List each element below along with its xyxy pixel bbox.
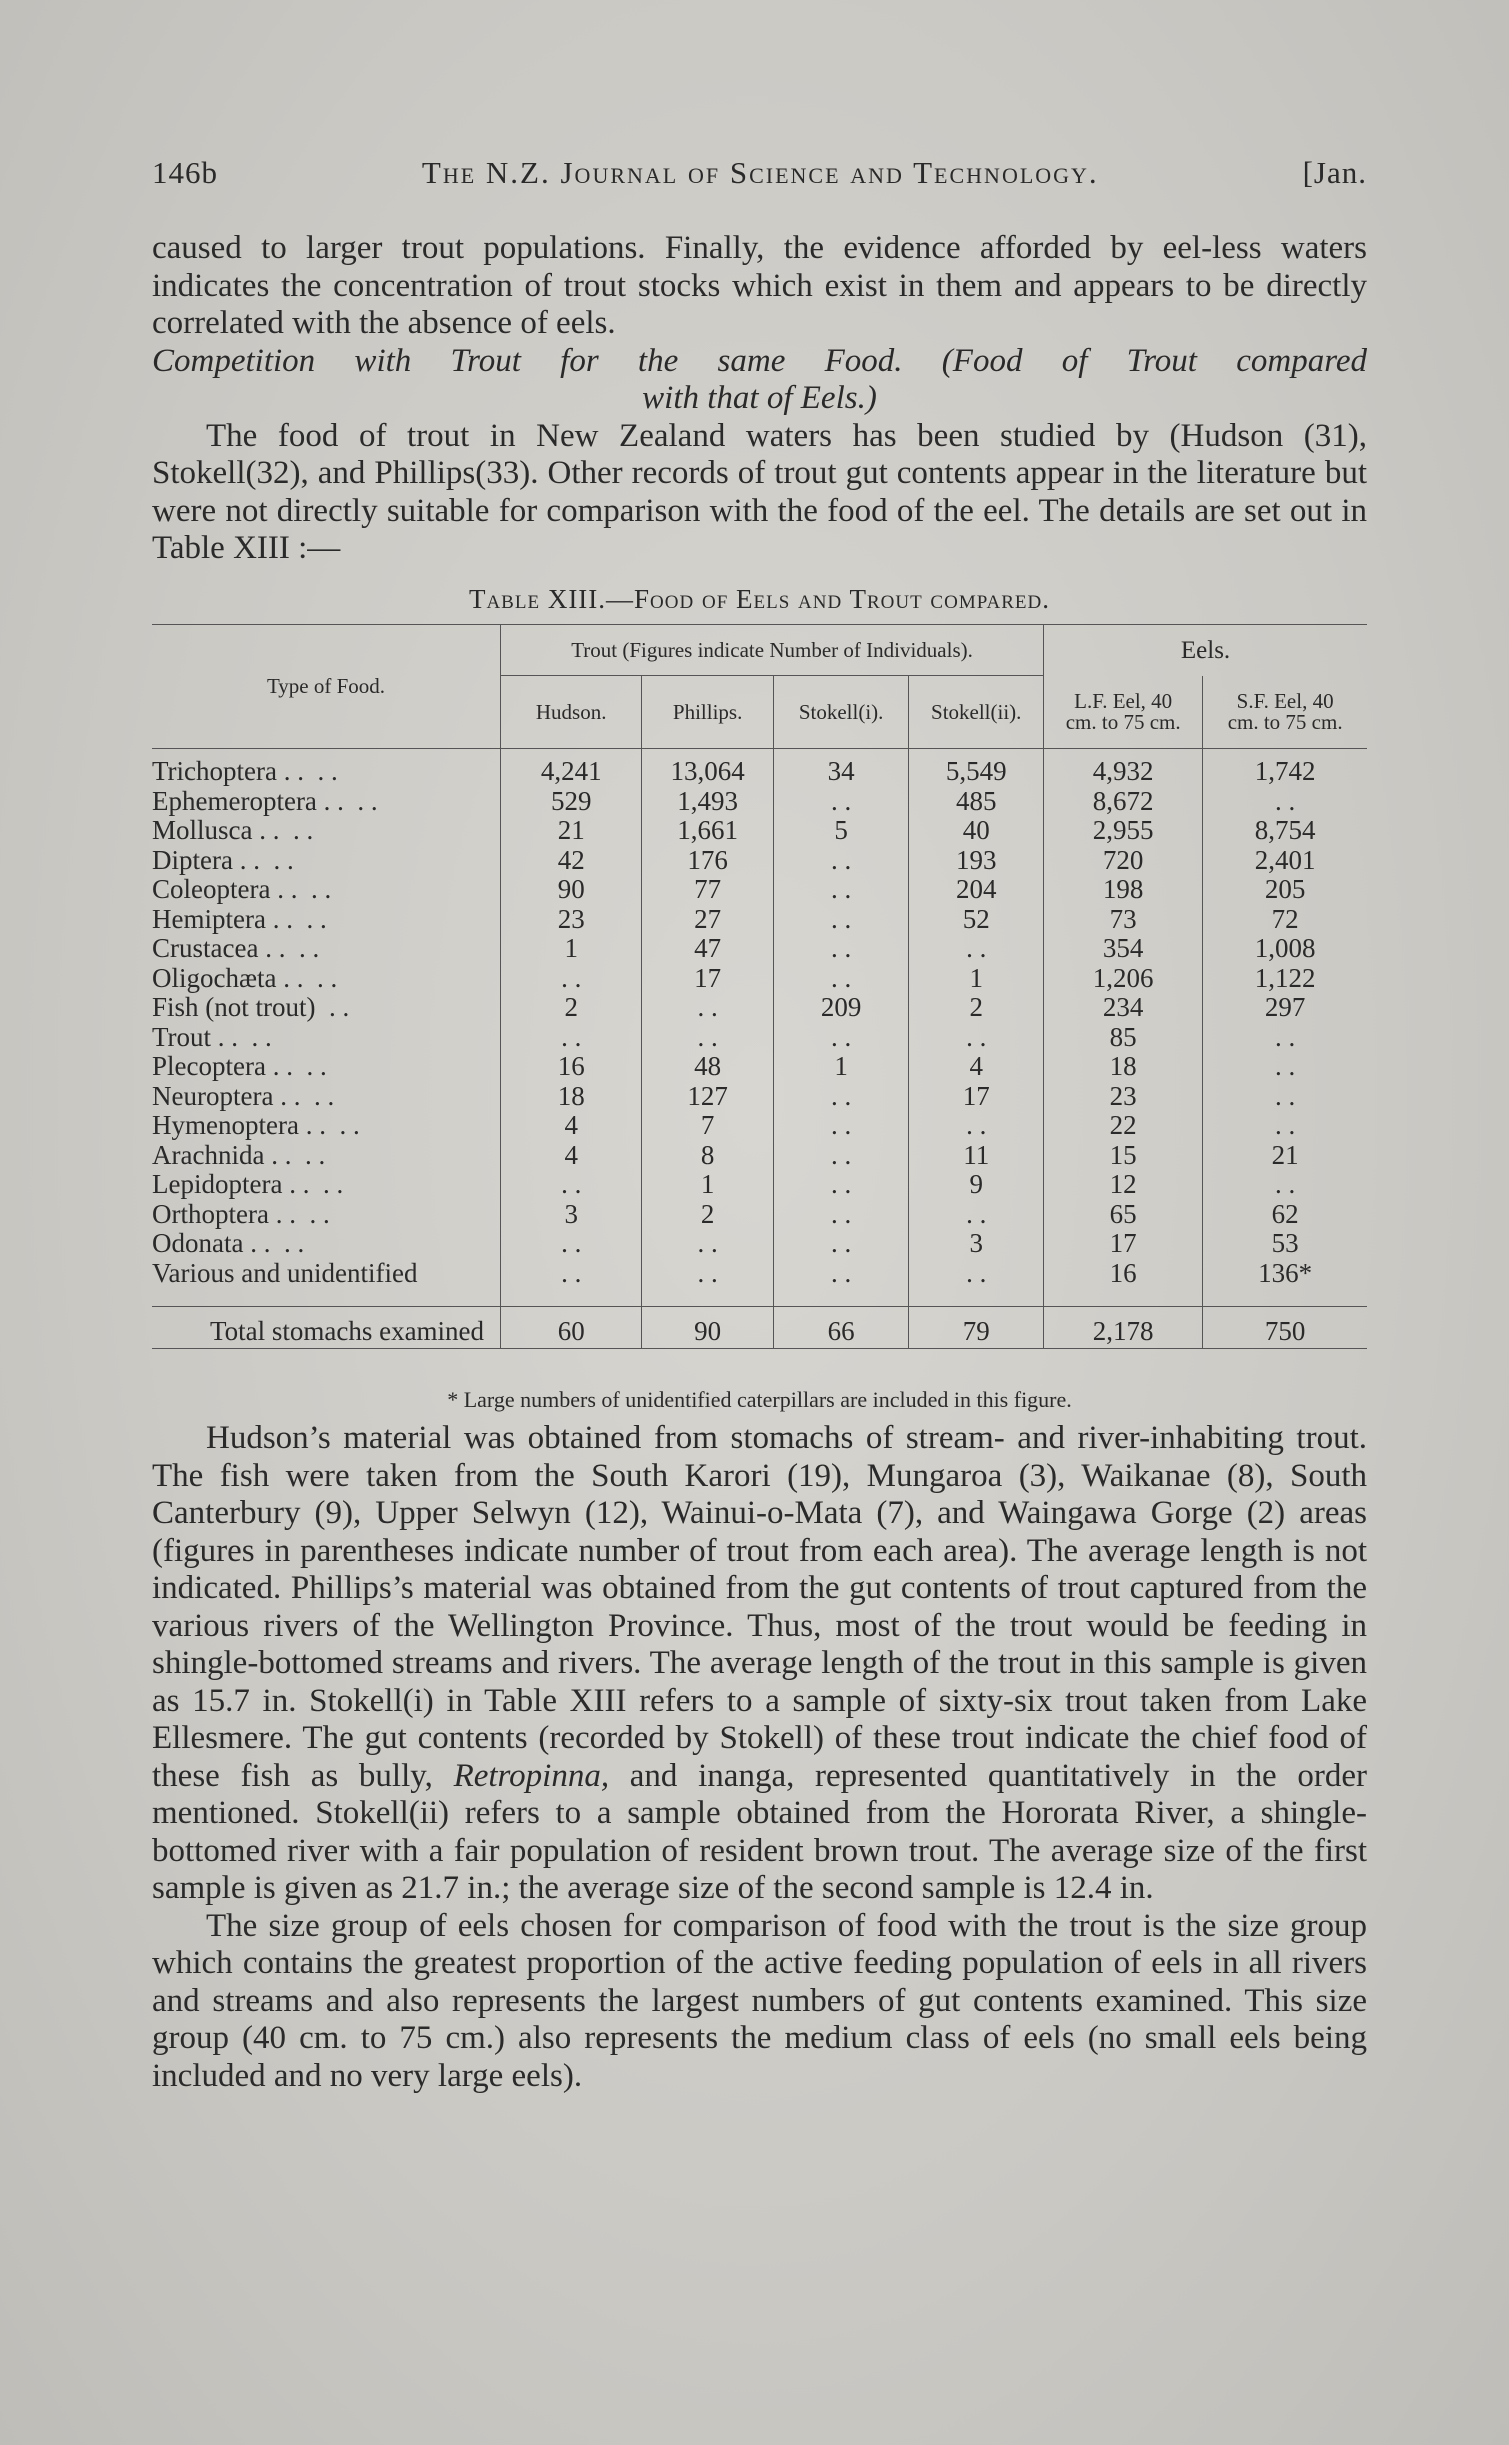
col-type-header: Type of Food. bbox=[266, 674, 386, 698]
food-type-cell bbox=[152, 1082, 501, 1112]
spacer-cell bbox=[909, 1288, 1044, 1307]
value-cell: . . bbox=[909, 934, 1044, 964]
value-cell: 3 bbox=[909, 1229, 1044, 1259]
value-cell: . . bbox=[773, 1229, 909, 1259]
col-phillips: Phillips. bbox=[642, 676, 773, 749]
col-stokell-ii: Stokell(ii). bbox=[909, 676, 1044, 749]
value-cell: 40 bbox=[909, 816, 1044, 846]
paragraph-3-end: and inanga, represented quantitatively in the order mentioned. Stokell(ii) refers to a sample obtained from the Hororata River, a shingle-bottomed river with a fair population of resident brown trout. The average size of the first sample is given as 21.7 in.; the average size of the second sample is 12.4 in. bbox=[152, 1757, 1367, 1906]
table-row bbox=[152, 1082, 1367, 1112]
dot-leader: . . . . bbox=[273, 1080, 335, 1111]
value-cell: . . bbox=[773, 1200, 909, 1230]
value-cell: . . bbox=[642, 1229, 773, 1259]
total-phillips: 90 bbox=[642, 1307, 773, 1349]
food-type-name: Various and unidentified bbox=[152, 1257, 418, 1288]
value-cell: . . bbox=[501, 1023, 642, 1053]
value-cell: 47 bbox=[642, 934, 773, 964]
table-body bbox=[152, 749, 1367, 1307]
value-cell: 2,401 bbox=[1203, 846, 1367, 876]
value-cell: 193 bbox=[909, 846, 1044, 876]
value-cell: 17 bbox=[909, 1082, 1044, 1112]
value-cell: 62 bbox=[1203, 1200, 1367, 1230]
value-cell: 1,206 bbox=[1044, 964, 1203, 994]
value-cell: 18 bbox=[501, 1082, 642, 1112]
total-lf-eel: 2,178 bbox=[1044, 1307, 1203, 1349]
section-heading-line2: with that of Eels.) bbox=[642, 380, 877, 416]
value-cell: 2 bbox=[642, 1200, 773, 1230]
food-type-cell bbox=[152, 1052, 501, 1082]
value-cell: 5 bbox=[773, 816, 909, 846]
food-type-cell bbox=[152, 1023, 501, 1053]
value-cell: . . bbox=[1203, 1170, 1367, 1200]
value-cell: 11 bbox=[909, 1141, 1044, 1171]
food-type-cell bbox=[152, 749, 501, 787]
value-cell: 18 bbox=[1044, 1052, 1203, 1082]
value-cell: 72 bbox=[1203, 905, 1367, 935]
table-row bbox=[152, 1141, 1367, 1171]
value-cell: 205 bbox=[1203, 875, 1367, 905]
value-cell: 198 bbox=[1044, 875, 1203, 905]
value-cell: 1,661 bbox=[642, 816, 773, 846]
value-cell: 8,672 bbox=[1044, 787, 1203, 817]
spacer-cell bbox=[773, 1288, 909, 1307]
value-cell: 7 bbox=[642, 1111, 773, 1141]
value-cell: . . bbox=[773, 1141, 909, 1171]
value-cell: 1 bbox=[501, 934, 642, 964]
dot-leader: . . . . bbox=[316, 785, 378, 816]
dot-leader: . . . . bbox=[276, 962, 338, 993]
value-cell: 1,122 bbox=[1203, 964, 1367, 994]
dot-leader: . . . . bbox=[270, 874, 332, 904]
food-table bbox=[152, 624, 1367, 1349]
value-cell: 1,008 bbox=[1203, 934, 1367, 964]
value-cell: 1 bbox=[642, 1170, 773, 1200]
intro-paragraph: caused to larger trout populations. Finally, the evidence afforded by eel-less waters indicates the concentration of trout stocks which exist in them and appears to be directly correlated with the absence of eels. bbox=[152, 230, 1367, 341]
food-type-name: Neuroptera bbox=[152, 1080, 274, 1111]
food-type-name: Lepidoptera bbox=[152, 1169, 283, 1199]
dot-leader: . . . . bbox=[265, 1051, 327, 1081]
value-cell: . . bbox=[501, 1259, 642, 1289]
value-cell: . . bbox=[1203, 1052, 1367, 1082]
value-cell: 21 bbox=[1203, 1141, 1367, 1171]
value-cell: . . bbox=[773, 875, 909, 905]
food-type-cell bbox=[152, 875, 501, 905]
table-row bbox=[152, 1111, 1367, 1141]
value-cell: . . bbox=[909, 1023, 1044, 1053]
food-type-name: Diptera bbox=[152, 844, 233, 875]
value-cell: 21 bbox=[501, 816, 642, 846]
food-type-name: Orthoptera bbox=[152, 1198, 269, 1229]
eels-group-header: Eels. bbox=[1044, 625, 1367, 676]
food-type-name: Fish (not trout) bbox=[152, 992, 316, 1022]
value-cell: 1,742 bbox=[1203, 749, 1367, 787]
food-type-name: Odonata bbox=[152, 1228, 244, 1258]
food-type-name: Trichoptera bbox=[152, 756, 277, 786]
value-cell: . . bbox=[501, 1170, 642, 1200]
spacer-cell bbox=[501, 1288, 642, 1307]
value-cell: 1 bbox=[773, 1052, 909, 1082]
food-type-name: Plecoptera bbox=[152, 1051, 266, 1081]
value-cell: 234 bbox=[1044, 993, 1203, 1023]
value-cell: 8,754 bbox=[1203, 816, 1367, 846]
retropinna-term: Retropinna, bbox=[453, 1757, 610, 1794]
food-type-cell bbox=[152, 934, 501, 964]
value-cell: 52 bbox=[909, 905, 1044, 935]
food-type-cell bbox=[152, 1141, 501, 1171]
value-cell: . . bbox=[773, 1259, 909, 1289]
value-cell: . . bbox=[773, 1111, 909, 1141]
spacer-cell bbox=[1044, 1288, 1203, 1307]
food-type-cell bbox=[152, 1200, 501, 1230]
value-cell: 204 bbox=[909, 875, 1044, 905]
food-type-name: Arachnida bbox=[152, 1139, 265, 1170]
value-cell: 5,549 bbox=[909, 749, 1044, 787]
value-cell: 136* bbox=[1203, 1259, 1367, 1289]
value-cell: 53 bbox=[1203, 1229, 1367, 1259]
food-type-name: Coleoptera bbox=[152, 874, 271, 904]
value-cell: 176 bbox=[642, 846, 773, 876]
value-cell: 90 bbox=[501, 875, 642, 905]
total-stokell-i: 66 bbox=[773, 1307, 909, 1349]
table-row bbox=[152, 1052, 1367, 1082]
value-cell: 1,493 bbox=[642, 787, 773, 817]
value-cell: . . bbox=[773, 964, 909, 994]
food-type-cell bbox=[152, 787, 501, 817]
food-type-cell bbox=[152, 905, 501, 935]
spacer-cell bbox=[1203, 1288, 1367, 1307]
table-row bbox=[152, 964, 1367, 994]
value-cell: . . bbox=[909, 1259, 1044, 1289]
dot-leader: . . . . bbox=[232, 844, 294, 875]
dot-leader: . . . . bbox=[282, 1169, 344, 1199]
value-cell: . . bbox=[501, 964, 642, 994]
table-row bbox=[152, 1259, 1367, 1289]
food-type-cell bbox=[152, 816, 501, 846]
food-type-cell bbox=[152, 993, 501, 1023]
value-cell: . . bbox=[773, 1082, 909, 1112]
value-cell: . . bbox=[773, 1023, 909, 1053]
value-cell: 4,241 bbox=[501, 749, 642, 787]
value-cell: 4 bbox=[501, 1111, 642, 1141]
value-cell: 209 bbox=[773, 993, 909, 1023]
table-row bbox=[152, 1200, 1367, 1230]
total-label bbox=[152, 1307, 501, 1349]
total-stokell-ii: 79 bbox=[909, 1307, 1044, 1349]
dot-leader: . . . . bbox=[276, 756, 338, 786]
food-type-name: Crustacea bbox=[152, 933, 259, 963]
top-text-block bbox=[152, 230, 1367, 568]
table-caption: Table XIII.—Food of Eels and Trout compared. bbox=[468, 584, 1051, 614]
value-cell: 297 bbox=[1203, 993, 1367, 1023]
value-cell: . . bbox=[909, 1111, 1044, 1141]
spacer-row bbox=[152, 1288, 1367, 1307]
value-cell: 27 bbox=[642, 905, 773, 935]
value-cell: 85 bbox=[1044, 1023, 1203, 1053]
col-hudson: Hudson. bbox=[501, 676, 642, 749]
value-cell: 16 bbox=[1044, 1259, 1203, 1289]
value-cell: . . bbox=[773, 846, 909, 876]
paragraph-4: The size group of eels chosen for comparison of food with the trout is the size group which contains the greatest proportion of the active feeding population of eels in all rivers and streams and also represents the largest numbers of gut contents examined. This size group (40 cm. to 75 cm.) also represents the medium class of eels (no small eels being included and no very large eels). bbox=[152, 1907, 1367, 2094]
table-row bbox=[152, 1229, 1367, 1259]
paragraph-2: The food of trout in New Zealand waters has been studied by (Hudson (31), Stokell(32), and Phillips(33). Other records of trout gut contents appear in the literature but were not directly suitable for comparison with the food of the eel. The details are set out in Table XIII :— bbox=[152, 417, 1367, 566]
value-cell: 529 bbox=[501, 787, 642, 817]
food-type-cell bbox=[152, 1259, 501, 1289]
food-type-name: Mollusca bbox=[152, 815, 253, 845]
food-type-cell bbox=[152, 846, 501, 876]
table-row bbox=[152, 749, 1367, 787]
food-type-cell bbox=[152, 1229, 501, 1259]
paragraph-3 bbox=[152, 1420, 1367, 1908]
value-cell: . . bbox=[1203, 1082, 1367, 1112]
table-row bbox=[152, 1170, 1367, 1200]
table-row bbox=[152, 846, 1367, 876]
value-cell: 34 bbox=[773, 749, 909, 787]
value-cell: 65 bbox=[1044, 1200, 1203, 1230]
dot-leader: . . . . bbox=[211, 1021, 272, 1052]
table-footnote: * Large numbers of unidentified caterpillars are included in this figure. bbox=[447, 1387, 1072, 1412]
value-cell: 2 bbox=[909, 993, 1044, 1023]
col-sf-eel: S.F. Eel, 40 cm. to 75 cm. bbox=[1203, 676, 1367, 749]
spacer-cell bbox=[152, 1288, 501, 1307]
value-cell: . . bbox=[501, 1229, 642, 1259]
food-type-cell bbox=[152, 1170, 501, 1200]
section-heading bbox=[152, 343, 1367, 418]
value-cell: 13,064 bbox=[642, 749, 773, 787]
dot-leader: . . . . bbox=[258, 933, 320, 963]
total-sf-eel: 750 bbox=[1203, 1307, 1367, 1349]
value-cell: 23 bbox=[501, 905, 642, 935]
value-cell: 4,932 bbox=[1044, 749, 1203, 787]
value-cell: 73 bbox=[1044, 905, 1203, 935]
value-cell: 4 bbox=[909, 1052, 1044, 1082]
value-cell: 8 bbox=[642, 1141, 773, 1171]
value-cell: 22 bbox=[1044, 1111, 1203, 1141]
page-number: 146b bbox=[152, 155, 218, 190]
value-cell: . . bbox=[1203, 1023, 1367, 1053]
food-type-cell bbox=[152, 1111, 501, 1141]
value-cell: 77 bbox=[642, 875, 773, 905]
table-row bbox=[152, 993, 1367, 1023]
table-row bbox=[152, 875, 1367, 905]
dot-leader: . . . . bbox=[264, 1139, 326, 1170]
value-cell: . . bbox=[1203, 787, 1367, 817]
total-label-text: Total stomachs examined bbox=[210, 1316, 485, 1346]
table-row bbox=[152, 934, 1367, 964]
value-cell: 2 bbox=[501, 993, 642, 1023]
running-header bbox=[152, 155, 1367, 191]
value-cell: 17 bbox=[642, 964, 773, 994]
value-cell: 15 bbox=[1044, 1141, 1203, 1171]
table-row bbox=[152, 905, 1367, 935]
value-cell: 127 bbox=[642, 1082, 773, 1112]
value-cell: 48 bbox=[642, 1052, 773, 1082]
value-cell: . . bbox=[773, 787, 909, 817]
table-row bbox=[152, 787, 1367, 817]
value-cell: . . bbox=[1203, 1111, 1367, 1141]
food-type-name: Hymenoptera bbox=[152, 1110, 299, 1140]
section-heading-line1: Competition with Trout for the same Food. (Food of Trout compared bbox=[152, 342, 1367, 379]
bottom-text-block bbox=[152, 1420, 1367, 2095]
table-row bbox=[152, 816, 1367, 846]
journal-title: The N.Z. Journal of Science and Technology. bbox=[421, 155, 1099, 190]
table-row bbox=[152, 1023, 1367, 1053]
dot-leader: . . . . bbox=[265, 903, 327, 934]
dot-leader: . . . . bbox=[243, 1228, 305, 1258]
value-cell: 4 bbox=[501, 1141, 642, 1171]
value-cell: 1 bbox=[909, 964, 1044, 994]
value-cell: . . bbox=[909, 1200, 1044, 1230]
total-hudson: 60 bbox=[501, 1307, 642, 1349]
trout-group-header: Trout (Figures indicate Number of Individuals). bbox=[501, 625, 1044, 676]
food-type-name: Trout bbox=[152, 1021, 212, 1052]
dot-leader: . . bbox=[315, 992, 350, 1022]
value-cell: . . bbox=[773, 905, 909, 935]
paragraph-3-start: Hudson’s material was obtained from stomachs of stream- and river-inhabiting trout. The fish were taken from the South Karori (19), Mungaroa (3), Waikanae (8), South Canterbury (9), Upper Selwyn (12), Wainui-o-Mata (7), and Waingawa Gorge (2) areas (figures in parentheses indicate number of trout from each area). The average length is not indicated. Phillips’s material was obtained from the gut contents of trout captured from the various rivers of the Wellington Province. Thus, most of the trout would be feeding in shingle-bottomed streams and rivers. The average length of the trout in this sample is given as 15.7 in. Stokell(i) in Table XIII refers to a sample of sixty-six trout taken from Lake Ellesmere. The gut contents (recorded by Stokell) of these trout indicate the chief food of these fish as bully, bbox=[152, 1420, 1367, 1794]
value-cell: 23 bbox=[1044, 1082, 1203, 1112]
col-lf-eel: L.F. Eel, 40 cm. to 75 cm. bbox=[1044, 676, 1203, 749]
issue-date: [Jan. bbox=[1302, 155, 1367, 190]
value-cell: . . bbox=[642, 993, 773, 1023]
dot-leader: . . . . bbox=[252, 815, 314, 845]
value-cell: 720 bbox=[1044, 846, 1203, 876]
value-cell: . . bbox=[642, 1023, 773, 1053]
value-cell: . . bbox=[642, 1259, 773, 1289]
value-cell: 354 bbox=[1044, 934, 1203, 964]
dot-leader: . . . . bbox=[268, 1198, 330, 1229]
value-cell: 17 bbox=[1044, 1229, 1203, 1259]
value-cell: 9 bbox=[909, 1170, 1044, 1200]
value-cell: 12 bbox=[1044, 1170, 1203, 1200]
spacer-cell bbox=[642, 1288, 773, 1307]
value-cell: 485 bbox=[909, 787, 1044, 817]
value-cell: 16 bbox=[501, 1052, 642, 1082]
value-cell: . . bbox=[773, 934, 909, 964]
food-type-name: Oligochæta bbox=[152, 962, 277, 993]
food-type-cell bbox=[152, 964, 501, 994]
value-cell: . . bbox=[773, 1170, 909, 1200]
dot-leader: . . . . bbox=[298, 1110, 360, 1140]
food-type-name: Hemiptera bbox=[152, 903, 266, 934]
col-stokell-i: Stokell(i). bbox=[773, 676, 909, 749]
food-type-name: Ephemeroptera bbox=[152, 785, 317, 816]
value-cell: 42 bbox=[501, 846, 642, 876]
value-cell: 3 bbox=[501, 1200, 642, 1230]
value-cell: 2,955 bbox=[1044, 816, 1203, 846]
